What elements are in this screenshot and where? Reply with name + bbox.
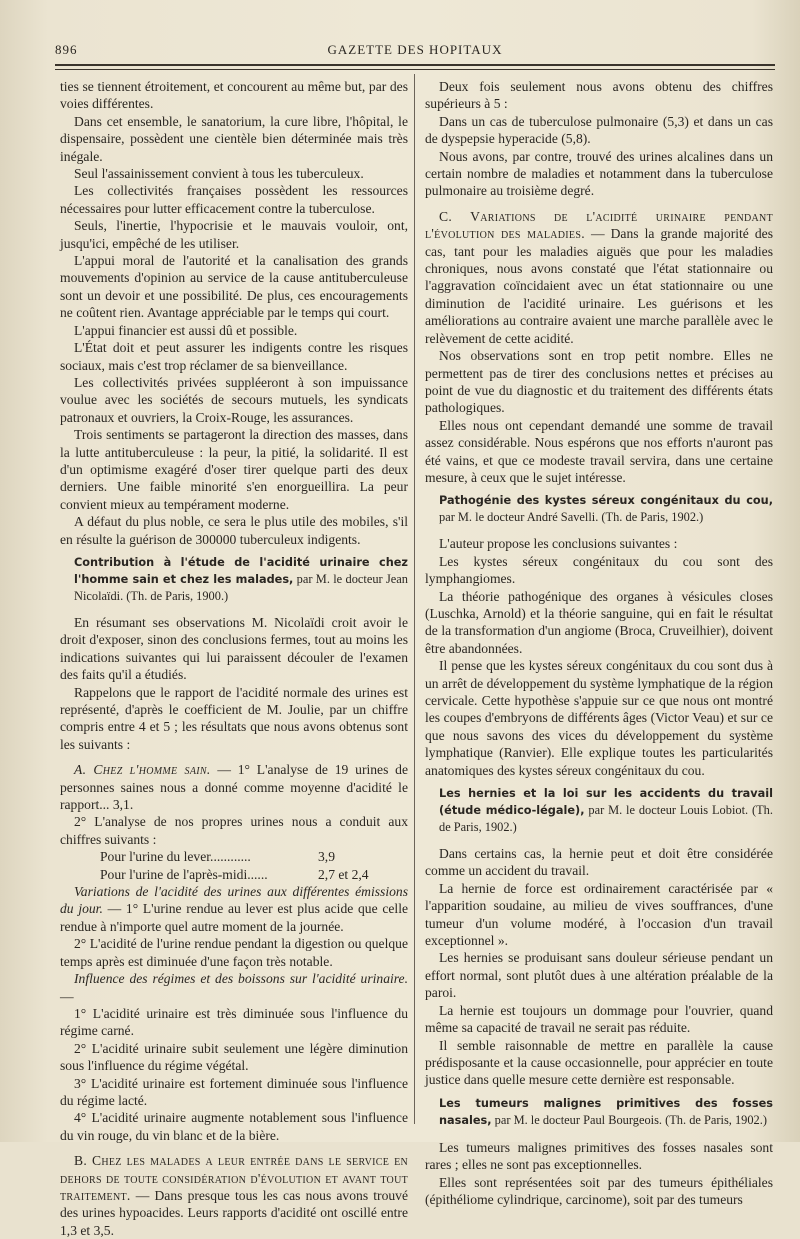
paragraph: L'appui financier est aussi dû et possible.: [74, 322, 298, 338]
paragraph: Il pense que les kystes séreux congénitaux du cou sont dus à un arrêt de développement du système lymphatique de la région cervicale. Cette hypothèse s'appuie sur ce que nous ont montré les coupes d'embryons de différents âges (Victor Veau) et sur ce que nous savons des vices du développement du système lymphatique (Ranvier). Elle explique toutes les particularités anatomiques des kystes séreux congénitaux du cou.: [425, 658, 773, 778]
paragraph: 3° L'acidité urinaire est fortement diminuée sous l'influence du régime lacté.: [60, 1075, 408, 1108]
value-row: [100, 848, 408, 865]
paragraph: 1° L'acidité urinaire est très diminuée sous l'influence du régime carné.: [60, 1005, 408, 1039]
section-b: [60, 1152, 408, 1239]
paragraph: L'État doit et peut assurer les indigents contre les risques sociaux, mais c'est trop réclamer de sa bienveillance.: [60, 340, 408, 373]
paragraph: ties se tiennent étroitement, et concourent au même but, par des voies différentes.: [60, 79, 408, 112]
paragraph: Dans cet ensemble, le sanatorium, la cure libre, l'hôpital, le dispensaire, possèdent une cientèle bien déterminée mais très inégale.: [60, 113, 408, 164]
thesis-reference: [425, 1095, 773, 1129]
thesis-title: Contribution à l'étude de l'acidité urinaire chez l'homme sain et chez les malades,: [74, 555, 408, 586]
thesis-author: par M. le docteur Jean Nicolaïdi. (Th. de Paris, 1900.): [74, 571, 408, 603]
subsection-text: —: [60, 988, 74, 1004]
paragraph: Trois sentiments se partageront la direction des masses, dans la lutte antituberculeuse : la peur, la pitié, la solidarité. Il est d'un optimisme exagéré d'oser tirer quelque parti des deux derniers. Une faible minorité s'en enorgueillira. La peur convient mieux au tempérament moderne.: [60, 427, 408, 512]
paragraph: Deux fois seulement nous avons obtenu des chiffres supérieurs à 5 :: [425, 79, 773, 112]
paragraph: En résumant ses observations M. Nicolaïdi croit avoir le droit d'exposer, sinon des conclusions fermes, tout au moins les indications suivantes qui lui paraissent découler de l'examen des faits qu'il a étudiés.: [60, 614, 408, 683]
running-header: [55, 38, 775, 58]
paragraph: Seul l'assainissement convient à tous les tuberculeux.: [74, 166, 364, 182]
paragraph: Dans certains cas, la hernie peut et doit être considérée comme un accident du travail.: [425, 846, 773, 879]
left-column: [60, 78, 408, 1239]
paragraph: La théorie pathogénique des organes à vésicules closes (Luschka, Arnold) et la théorie sanguine, qui en fait le résultat de la transformation d'un angiome (Broca, Cruveilhier), doivent être abandonnées.: [425, 588, 773, 656]
subsection: [60, 970, 408, 1005]
thesis-author: par M. le docteur Louis Lobiot. (Th. de Paris, 1902.): [439, 803, 773, 835]
header-rule-thin: [55, 69, 775, 70]
section-text: — 1° L'analyse de 19 urines de personnes saines nous a donné comme moyenne d'acidité le rapport... 3,1.: [60, 762, 409, 813]
paragraph: Les hernies se produisant sans douleur sérieuse pendant un effort normal, sont plutôt dues à une altération préalable de la paroi.: [425, 950, 773, 1001]
paragraph: Les collectivités privées suppléeront à son impuissance voulue avec les sociétés de secours mutuels, les syndicats patronaux et ouvriers, la Croix-Rouge, les assurances.: [60, 374, 408, 425]
header-rule: [55, 64, 775, 66]
paragraph: Les tumeurs malignes primitives des fosses nasales sont rares ; elles ne sont pas exceptionnelles.: [425, 1139, 773, 1173]
thesis-title: Les hernies et la loi sur les accidents du travail (étude médico-légale),: [439, 787, 773, 818]
section-text: — Dans la grande majorité des cas, tant pour les maladies aiguës que pour les maladies chroniques, nous avons constaté que l'état stationnaire ou l'aggravation coïncidaient avec un état stationnaire ou une diminution de l'acidité urinaire. Les guérisons et les améliorations au contraire avaient une marche parallèle avec le relèvement de cette acidité.: [425, 226, 773, 346]
subsection-text: — 1° L'urine rendue au lever est plus acide que celle rendue à n'importe quel autre moment de la journée.: [60, 901, 409, 934]
value-row: [100, 866, 408, 883]
section-heading: B. Chez les malades a leur entrée dans le service en dehors de toute considération d'évolution et avant tout traitement.: [60, 1153, 408, 1203]
paragraph: 2° L'acidité de l'urine rendue pendant la digestion ou quelque temps après est diminuée d'une façon très notable.: [60, 936, 408, 969]
paragraph: Les collectivités françaises possèdent les ressources nécessaires pour lutter efficacement contre la tuberculose.: [60, 183, 408, 216]
value-number: 2,7 et 2,4: [318, 866, 369, 882]
thesis-reference: [60, 554, 408, 604]
paragraph: Seuls, l'inertie, l'hypocrisie et le mauvais vouloir, ont, jusqu'ici, empêché de les utiliser.: [60, 218, 408, 251]
paragraph: La hernie est toujours un dommage pour l'ouvrier, quand même sa capacité de travail ne serait pas réduite.: [425, 1002, 773, 1036]
section-c: [425, 208, 773, 347]
right-column: [425, 78, 773, 1208]
paragraph: Elles nous ont cependant demandé une somme de travail assez considérable. Nous espérons que nos efforts n'auront pas été vains, et que ce modeste travail servira, dans une certaine mesure, à ceux que le sujet intéresse.: [425, 417, 773, 485]
paragraph: Elles sont représentées soit par des tumeurs épithéliales (épithéliome cylindrique, carcinome), soit par des tumeurs: [425, 1174, 773, 1207]
thesis-title: Pathogénie des kystes séreux congénitaux du cou,: [439, 494, 773, 508]
page-number: 896: [55, 42, 78, 57]
subsection-heading: Influence des régimes et des boissons sur l'acidité urinaire.: [74, 971, 408, 987]
value-label: Pour l'urine de l'après-midi......: [100, 866, 268, 882]
section-heading: A. Chez l'homme sain.: [74, 762, 211, 778]
thesis-author: par M. le docteur Paul Bourgeois. (Th. de Paris, 1902.): [491, 1112, 767, 1127]
paragraph: 2° L'analyse de nos propres urines nous a conduit aux chiffres suivants :: [60, 814, 408, 847]
subsection-heading: Variations de l'acidité des urines aux différentes émissions du jour.: [60, 884, 408, 917]
thesis-reference: [425, 492, 773, 525]
paragraph: 2° L'acidité urinaire subit seulement une légère diminution sous l'influence du régime végétal.: [60, 1040, 408, 1074]
paragraph: Nos observations sont en trop petit nombre. Elles ne permettent pas de tirer des conclusions nettes et précises au point de vue du diagnostic et du traitement des différents états pathologiques.: [425, 348, 773, 416]
value-number: 3,9: [318, 849, 335, 865]
thesis-author: par M. le docteur André Savelli. (Th. de Paris, 1902.): [439, 510, 704, 525]
paragraph: Les kystes séreux congénitaux du cou sont des lymphangiomes.: [425, 553, 773, 587]
paragraph: Il semble raisonnable de mettre en parallèle la cause prédisposante et la cause occasionnelle, pour apprécier en toute justice dans quelle mesure cette dernière est responsable.: [425, 1037, 773, 1088]
paragraph: 4° L'acidité urinaire augmente notablement sous l'influence du vin rouge, du vin blanc et de la bière.: [60, 1110, 408, 1143]
section-a: [60, 761, 408, 813]
thesis-reference: [425, 785, 773, 835]
section-text: — Dans presque tous les cas nous avons trouvé des urines hypoacides. Leurs rapports d'acidité ont oscillé entre 1,3 et 3,5.: [60, 1187, 408, 1238]
paragraph: L'auteur propose les conclusions suivantes :: [439, 536, 678, 552]
paragraph: La hernie de force est ordinairement caractérisée par « l'apparition soudaine, au milieu de vives souffrances, d'une tumeur d'un volume modéré, à l'occasion d'un travail exceptionnel ».: [425, 880, 773, 949]
thesis-title: Les tumeurs malignes primitives des fosses nasales,: [439, 1096, 773, 1127]
subsection: [60, 883, 408, 935]
paragraph: L'appui moral de l'autorité et la canalisation des grands mouvements d'opinion au service de la cause antituberculeuse sont un devoir et une possibilité. De plus, ces encouragements ne coûtent rien. Avantage appréciable par le temps qui court.: [60, 253, 408, 321]
column-divider: [414, 74, 415, 1124]
paragraph: Dans un cas de tuberculose pulmonaire (5,3) et dans un cas de dyspepsie hyperacide (5,8).: [425, 113, 773, 147]
section-heading: C. Variations de l'acidité urinaire pendant l'évolution des maladies.: [425, 208, 773, 242]
paragraph: A défaut du plus noble, ce sera le plus utile des mobiles, s'il en résulte la guérison de 300000 tuberculeux indigents.: [60, 514, 408, 547]
value-label: Pour l'urine du lever............: [100, 849, 251, 865]
paragraph: Nous avons, par contre, trouvé des urines alcalines dans un certain nombre de maladies et notamment dans la tuberculose pulmonaire au troisième degré.: [425, 148, 773, 199]
paragraph: Rappelons que le rapport de l'acidité normale des urines est représenté, d'après le coefficient de M. Joulie, par un chiffre compris entre 4 et 5 ; les résultats que nous avons obtenus sont les suivants :: [60, 684, 408, 752]
journal-title: GAZETTE DES HOPITAUX: [327, 42, 503, 57]
